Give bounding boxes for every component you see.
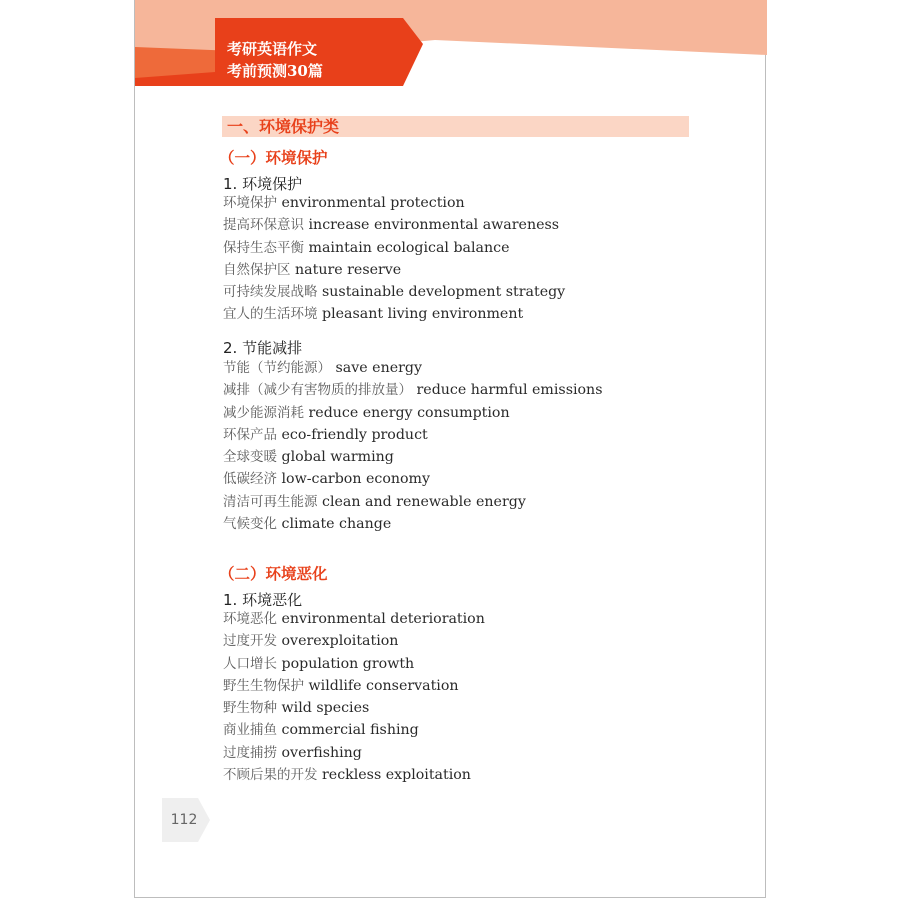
vocab-en: eco-friendly product	[281, 426, 428, 443]
book-title-line-1: 考研英语作文	[227, 40, 318, 58]
vocab-en: reduce energy consumption	[308, 404, 510, 421]
vocab-zh: 人口增长	[223, 655, 277, 672]
vocab-zh: 过度捕捞	[223, 744, 277, 761]
vocab-en: increase environmental awareness	[308, 217, 560, 234]
vocab-item	[223, 697, 485, 719]
vocab-zh: 提高环保意识	[223, 217, 304, 234]
vocab-zh: 减少能源消耗	[223, 404, 304, 421]
vocab-zh: 可持续发展战略	[223, 284, 318, 301]
vocab-item	[223, 630, 485, 652]
vocab-list	[223, 192, 565, 326]
vocab-item	[223, 719, 485, 741]
vocab-en: pleasant living environment	[322, 306, 524, 323]
vocab-en: maintain ecological balance	[308, 239, 510, 256]
vocab-en: clean and renewable energy	[322, 493, 526, 510]
vocab-zh: 节能（节约能源）	[223, 360, 331, 376]
vocab-zh: 野生物种	[223, 700, 277, 717]
vocab-zh: 气候变化	[223, 516, 277, 533]
group-title: 1. 环境保护	[223, 175, 303, 193]
subsection-title-environmental-deterioration: （二）环境恶化	[219, 565, 328, 583]
vocab-item	[223, 237, 565, 259]
vocab-en: overfishing	[281, 744, 362, 761]
vocab-item	[223, 653, 485, 675]
vocab-zh: 减排（减少有害物质的排放量）	[223, 382, 412, 399]
vocab-item	[223, 491, 602, 513]
vocab-zh: 保持生态平衡	[223, 239, 304, 256]
vocab-item	[223, 379, 602, 401]
vocab-item	[223, 357, 602, 379]
vocab-zh: 过度开发	[223, 633, 277, 650]
vocab-list	[223, 357, 602, 535]
vocab-zh: 不顾后果的开发	[223, 767, 318, 784]
vocab-zh: 环境恶化	[223, 611, 277, 627]
group-title: 2. 节能减排	[223, 339, 303, 357]
vocab-item	[223, 259, 565, 281]
vocab-list	[223, 608, 485, 786]
vocab-en: commercial fishing	[281, 722, 419, 739]
vocab-en: reckless exploitation	[322, 767, 471, 784]
vocab-zh: 商业捕鱼	[223, 722, 277, 739]
book-page	[134, 0, 766, 898]
book-title-line-2: 考前预测30篇	[227, 62, 323, 80]
vocab-en: overexploitation	[281, 633, 399, 650]
vocab-item	[223, 446, 602, 468]
group-title: 1. 环境恶化	[223, 591, 303, 609]
vocab-zh: 环境保护	[223, 195, 277, 211]
vocab-zh: 野生生物保护	[223, 677, 304, 694]
vocab-item	[223, 764, 485, 786]
vocab-item	[223, 608, 485, 630]
vocab-en: low-carbon economy	[281, 471, 431, 488]
vocab-en: global warming	[281, 449, 394, 466]
vocab-item	[223, 513, 602, 535]
vocab-item	[223, 402, 602, 424]
vocab-en: environmental protection	[281, 195, 465, 211]
vocab-en: wildlife conservation	[308, 677, 459, 694]
vocab-en: wild species	[281, 700, 370, 717]
book-title	[227, 38, 323, 82]
vocab-en: population growth	[281, 655, 415, 672]
vocab-zh: 自然保护区	[223, 261, 291, 278]
vocab-en: sustainable development strategy	[322, 284, 566, 301]
vocab-zh: 环保产品	[223, 426, 277, 443]
vocab-zh: 低碳经济	[223, 471, 277, 488]
vocab-item	[223, 468, 602, 490]
vocab-item	[223, 214, 565, 236]
vocab-en: nature reserve	[295, 261, 402, 278]
page-number: 112	[170, 812, 198, 828]
vocab-zh: 宜人的生活环境	[223, 306, 318, 323]
vocab-item	[223, 192, 565, 214]
vocab-item	[223, 281, 565, 303]
vocab-en: reduce harmful emissions	[416, 382, 603, 399]
vocab-en: save energy	[335, 360, 422, 376]
vocab-item	[223, 424, 602, 446]
vocab-item	[223, 303, 565, 325]
vocab-item	[223, 675, 485, 697]
vocab-en: climate change	[281, 516, 392, 533]
section-heading: 一、环境保护类	[227, 117, 340, 136]
vocab-zh: 清洁可再生能源	[223, 493, 318, 510]
vocab-item	[223, 742, 485, 764]
vocab-en: environmental deterioration	[281, 611, 485, 627]
vocab-zh: 全球变暖	[223, 449, 277, 466]
subsection-title-environmental-protection: （一）环境保护	[219, 149, 328, 167]
